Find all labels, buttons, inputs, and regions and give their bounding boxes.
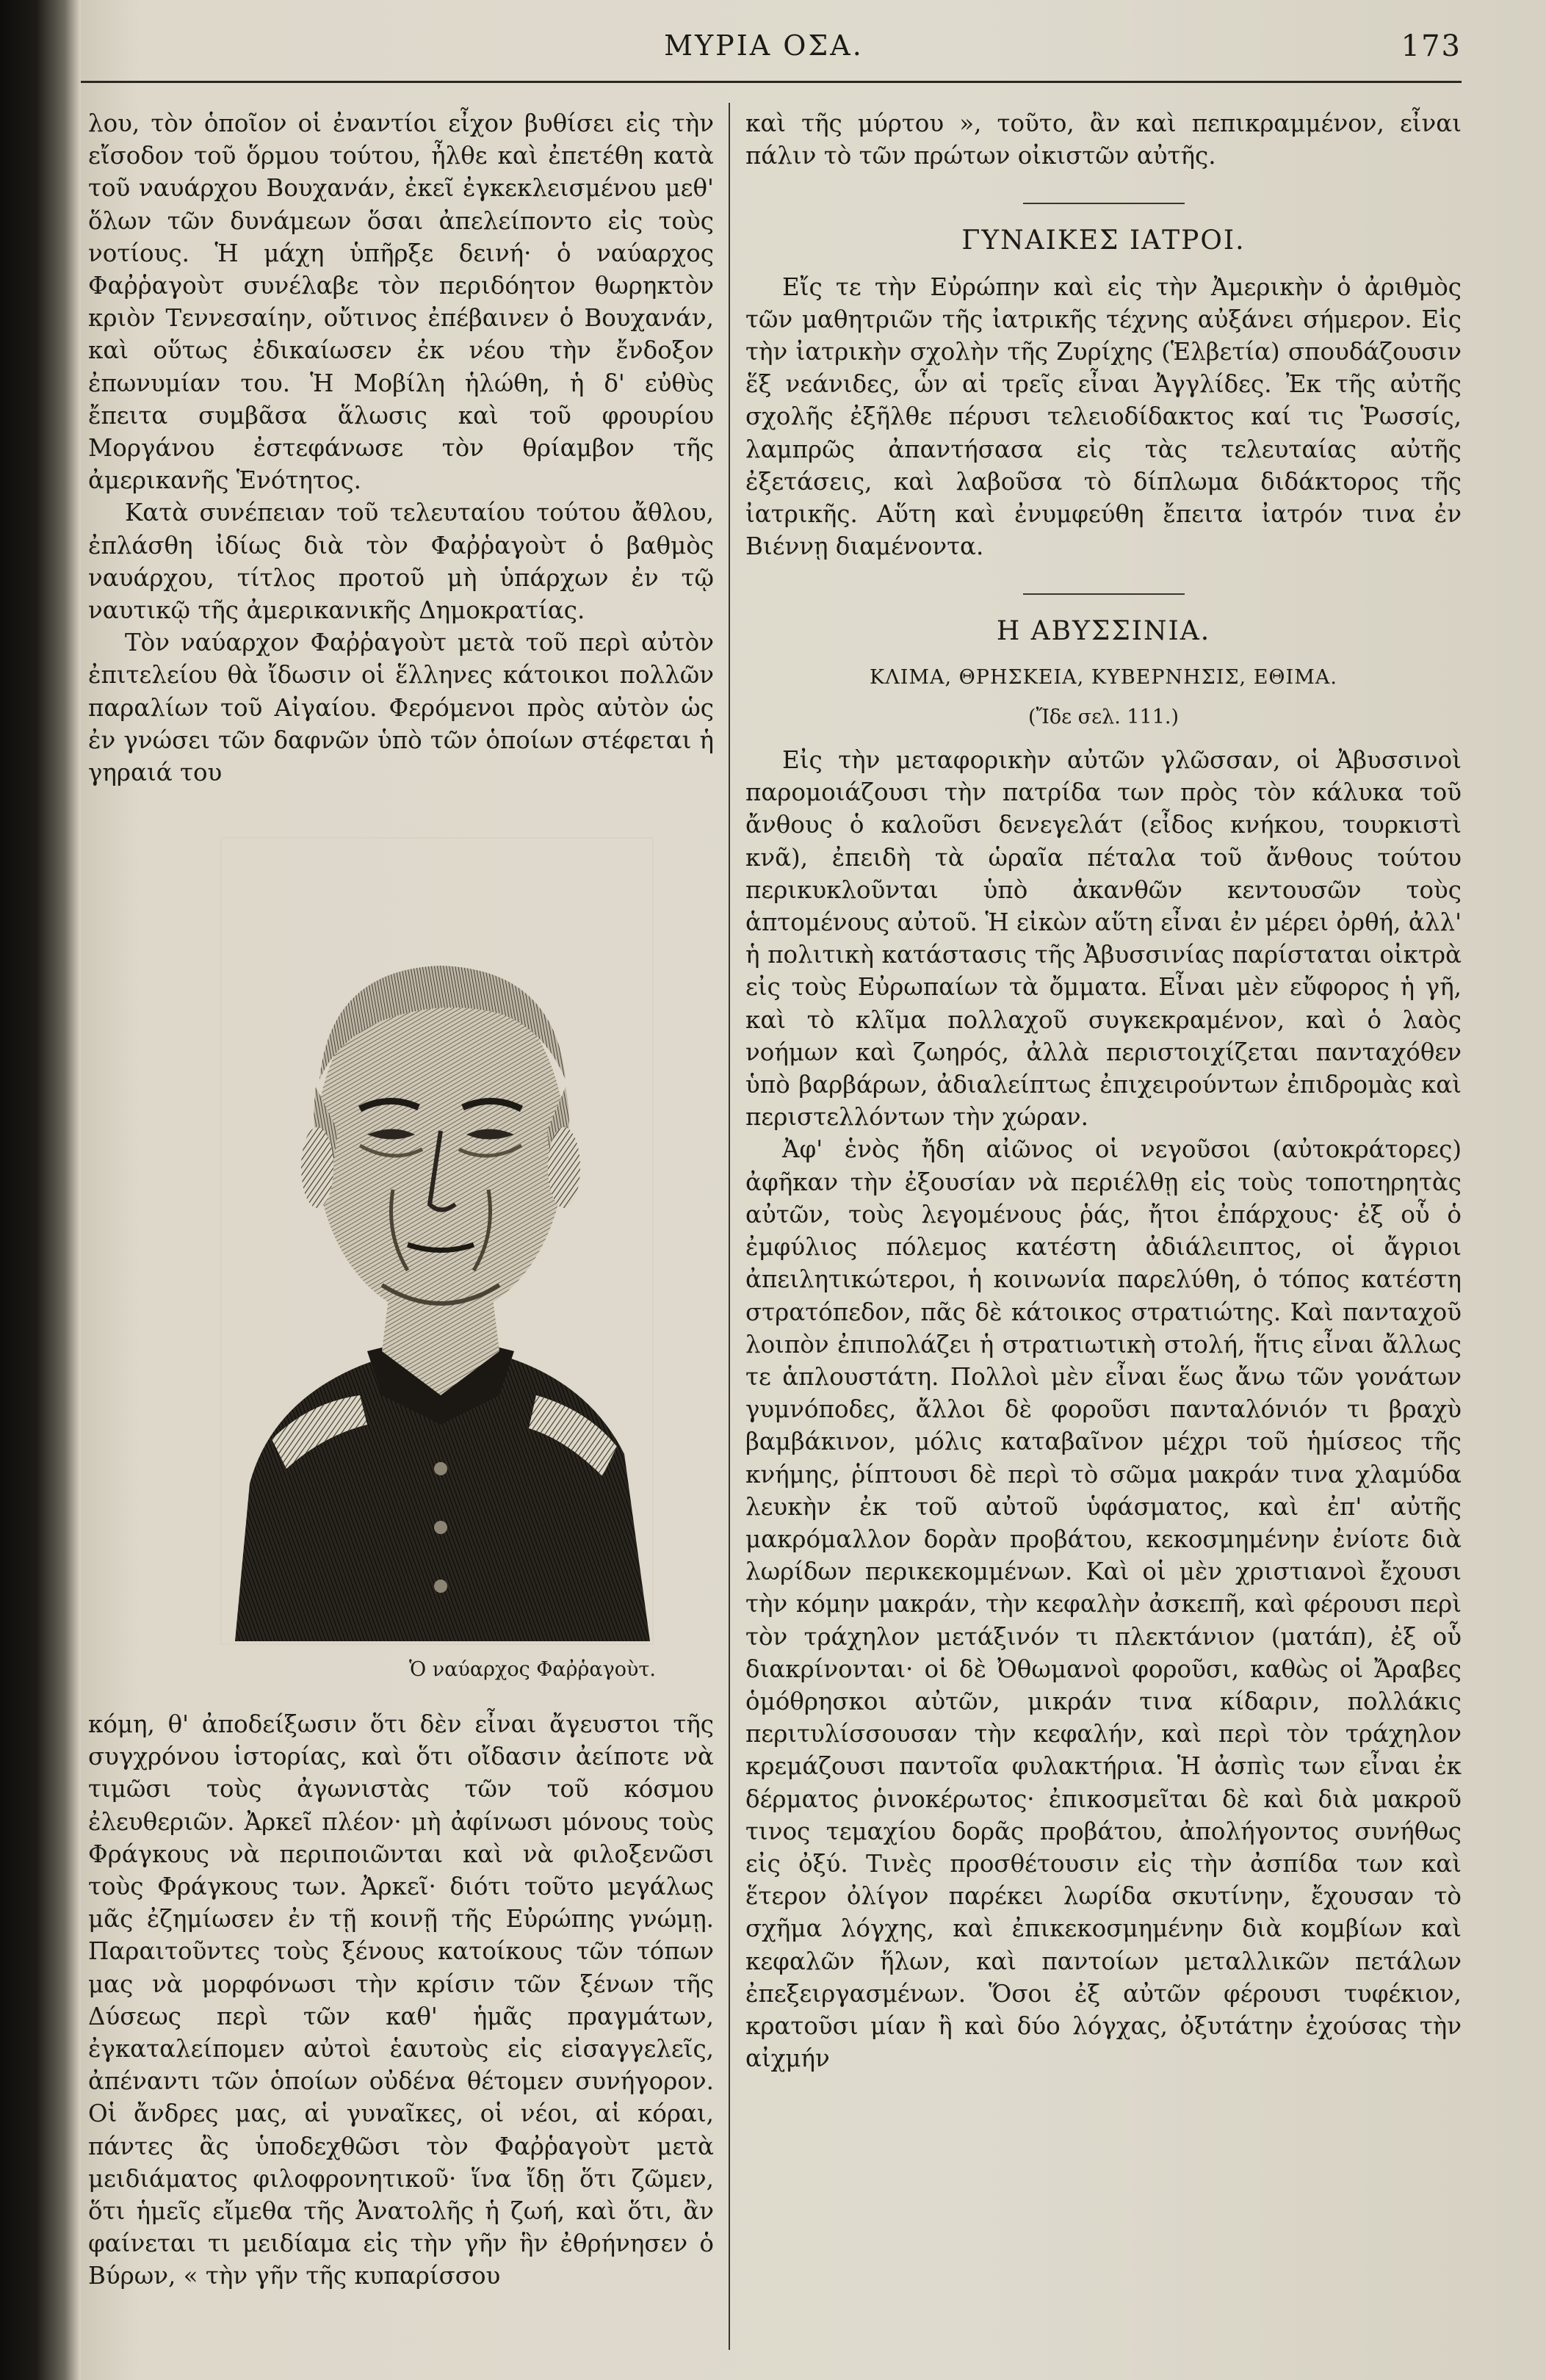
portrait-illustration: [220, 837, 654, 1645]
article-paragraph: Ἀφ' ἑνὸς ἤδη αἰῶνος οἱ νεγοῦσοι (αὐτοκράτορες) ἀφῆκαν τὴν ἐξουσίαν νὰ περιέλθῃ εἰς τοὺς τοποτηρητὰς αὐτῶν, τοὺς λεγομένους ῥάς, ἤτοι ἐπάρχους· ἐξ οὗ ὁ ἐμφύλιος πόλεμος κατέστη ἀδιάλειπτος, οἱ ἄγριοι ἀπειλητικώτεροι, ἡ κοινωνία παρελύθη, ὁ τόπος κατέστη στρατόπεδον, πᾶς δὲ κάτοικος στρατιώτης. Καὶ πανταχοῦ λοιπὸν ἐπιπολάζει ἡ στρατιωτικὴ στολή, ἥτις εἶναι ἄλλως τε ἁπλουστάτη. Πολλοὶ μὲν εἶναι ἕως ἄνω τῶν γονάτων γυμνόποδες, ἄλλοι δὲ φοροῦσι πανταλόνιόν τι βραχὺ βαμβάκινον, μόλις καταβαῖνον μέχρι τοῦ ἡμίσεος τῆς κνήμης, ῥίπτουσι δὲ περὶ τὸ σῶμα μακράν τινα χλαμύδα λευκὴν ἐκ τοῦ αὐτοῦ ὑφάσματος, καὶ ἐπ' αὐτῆς μακρόμαλλον δορὰν προβάτου, κεκοσμημένην ἐνίοτε διὰ λωρίδων περικεκομμένων. Καὶ οἱ μὲν χριστιανοὶ ἔχουσι τὴν κόμην μακράν, τὴν κεφαλὴν ἀσκεπῆ, καὶ φέρουσι περὶ τὸν τράχηλον μετάξινόν τι πλεκτάνιον (ματάπ), ἐξ οὗ διακρίνονται· οἱ δὲ Ὀθωμανοὶ φοροῦσι, καθὼς οἱ Ἄραβες ὁμόθρησκοι αὐτῶν, μικράν τινα κίδαριν, πολλάκις περιτυλίσσουσαν τὴν κεφαλήν, καὶ περὶ τὸν τράχηλον κρεμάζουσι παντοῖα φυλακτήρια. Ἡ ἀσπὶς των εἶναι ἐκ δέρματος ῥινοκέρωτος· ἐπικοσμεῖται δὲ καὶ διὰ μακροῦ τινος τεμαχίου δορᾶς προβάτου, ἀπολήγοντος συνήθως εἰς ὀξύ. Τινὲς προσθέτουσιν εἰς τὴν ἀσπίδα των καὶ ἕτερον ὀλίγον παρέκει λωρίδα σκυτίνην, ἔχουσαν τὸ σχῆμα λόγχης, καὶ ἐπικεκοσμημένην διὰ κομβίων καὶ κεφαλῶν ἥλων, καὶ παντοίων μεταλλικῶν πετάλων ἐπεξειργασμένων. Ὅσοι ἐξ αὐτῶν φέρουσι τυφέκιον, κρατοῦσι μίαν ἢ καὶ δύο λόγχας, ὀξυτάτην ἐχούσας τὴν αἰχμήν: [745, 1135, 1462, 2073]
page-number: 173: [1401, 29, 1462, 63]
article-paragraph: Εἴς τε τὴν Εὐρώπην καὶ εἰς τὴν Ἀμερικὴν ὁ ἀριθμὸς τῶν μαθητριῶν τῆς ἰατρικῆς τέχνης αὐξάνει σήμερον. Εἰς τὴν ἰατρικὴν σχολὴν τῆς Ζυρίχης (Ἑλβετία) σπουδάζουσιν ἕξ νεάνιδες, ὧν αἱ τρεῖς εἶναι Ἀγγλίδες. Ἐκ τῆς αὐτῆς σχολῆς ἐξῆλθε πέρυσι τελειοδίδακτος καί τις Ῥωσσίς, λαμπρῶς ἀπαντήσασα εἰς τὰς τελευταίας αὐτῆς ἐξετάσεις, καὶ λαβοῦσα τὸ δίπλωμα διδάκτορος τῆς ἰατρικῆς. Αὕτη καὶ ἐνυμφεύθη ἔπειτα ἰατρόν τινα ἐν Βιέννῃ διαμένοντα.: [745, 272, 1462, 561]
article-paragraph: Εἰς τὴν μεταφορικὴν αὐτῶν γλῶσσαν, οἱ Ἀβυσσινοὶ παρομοιάζουσι τὴν πατρίδα των πρὸς τὸν κάλυκα τοῦ ἄνθους ὁ καλοῦσι δενεγελάτ (εἶδος κνήκου, τουρκιστὶ κνᾶ), ἐπειδὴ τὰ ὡραῖα πέταλα τοῦ ἄνθους τούτου περικυκλοῦνται ὑπὸ ἀκανθῶν κεντουσῶν τοὺς ἁπτομένους αὐτοῦ. Ἡ εἰκὼν αὕτη εἶναι ἐν μέρει ὀρθή, ἀλλ' ἡ πολιτικὴ κατάστασις τῆς Ἀβυσσινίας παρίσταται οἰκτρὰ εἰς τοὺς Εὐρωπαίων τὰ ὄμματα. Εἶναι μὲν εὔφορος ἡ γῆ, καὶ τὸ κλῖμα πολλαχοῦ συγκεκραμένον, καὶ ὁ λαὸς νοήμων καὶ ζωηρός, ἀλλὰ περιστοιχίζεται πανταχόθεν ὑπὸ βαρβάρων, ἀδιαλείπτως ἐπιχειρούντων ἐπιδρομὰς καὶ περιστελλόντων τὴν χώραν.: [745, 746, 1462, 1132]
article-paragraph: καὶ τῆς μύρτου », τοῦτο, ἂν καὶ πεπικραμμένον, εἶναι πάλιν τὸ τῶν πρώτων οἰκιστῶν αὐτῆς.: [745, 109, 1462, 170]
portrait-engraving: [220, 837, 654, 1645]
portrait-caption: Ὁ ναύαρχος Φαῤῥαγοὺτ.: [409, 1658, 656, 1681]
page-reference: (Ἴδε σελ. 111.): [1027, 705, 1180, 728]
section-title-women-doctors: ΓΥΝΑΙΚΕΣ ΙΑΤΡΟΙ.: [961, 225, 1246, 256]
right-column: [745, 107, 1462, 2075]
article-paragraph: κόμη, θ' ἀποδείξωσιν ὅτι δὲν εἶναι ἄγευστοι τῆς συγχρόνου ἱστορίας, καὶ ὅτι οἴδασιν ἀείποτε νὰ τιμῶσι τοὺς ἀγωνιστὰς τῶν τοῦ κόσμου ἐλευθεριῶν. Ἀρκεῖ πλέον· μὴ ἀφίνωσι μόνους τοὺς Φράγκους νὰ περιποιῶνται καὶ νὰ φιλοξενῶσι τοὺς Φράγκους των. Ἀρκεῖ· διότι τοῦτο μεγάλως μᾶς ἐζημίωσεν ἐν τῇ κοινῇ τῆς Εὐρώπης γνώμῃ. Παραιτοῦντες τοὺς ξένους κατοίκους τῶν τόπων μας νὰ μορφόνωσι τὴν κρίσιν τῶν ξένων τῆς Δύσεως περὶ τῶν καθ' ἡμᾶς πραγμάτων, ἐγκαταλείπομεν αὐτοὶ ἑαυτοὺς εἰς εἰσαγγελεῖς, ἀπέναντι τῶν ὁποίων οὐδένα θέτομεν συνήγορον. Οἱ ἄνδρες μας, αἱ γυναῖκες, οἱ νέοι, αἱ κόραι, πάντες ἂς ὑποδεχθῶσι τὸν Φαῤῥαγοὺτ μετὰ μειδιάματος φιλοφρονητικοῦ· ἵνα ἴδῃ ὅτι ζῶμεν, ὅτι ἡμεῖς εἴμεθα τῆς Ἀνατολῆς ἡ ζωή, καὶ ὅτι, ἂν φαίνεται τι μειδίαμα εἰς τὴν γῆν ἣν ἐθρήνησεν ὁ Βύρων, « τὴν γῆν τῆς κυπαρίσσου: [88, 1710, 714, 2290]
left-column-top-text: [88, 107, 714, 789]
column-divider: [729, 103, 730, 2350]
magazine-page: [81, 0, 1546, 2380]
section-title-abyssinia: Η ΑΒΥΣΣΙΝΙΑ.: [996, 616, 1211, 647]
article-paragraph: Κατὰ συνέπειαν τοῦ τελευταίου τούτου ἄθλου, ἐπλάσθη ἰδίως διὰ τὸν Φαῤῥαγοὺτ ὁ βαθμὸς ναυάρχου, τίτλος προτοῦ μὴ ὑπάρχων ἐν τῷ ναυτικῷ τῆς ἀμερικανικῆς Δημοκρατίας.: [88, 499, 714, 625]
section-divider: [1023, 593, 1185, 595]
article-paragraph: λου, τὸν ὁποῖον οἱ ἐναντίοι εἶχον βυθίσει εἰς τὴν εἴσοδον τοῦ ὅρμου τούτου, ἦλθε καὶ ἐπετέθη κατὰ τοῦ ναυάρχου Βουχανάν, ἐκεῖ ἐγκεκλεισμένου μεθ' ὅλων τῶν δυνάμεων ὅσαι ἀπελείποντο εἰς τοὺς νοτίους. Ἡ μάχη ὑπῆρξε δεινή· ὁ ναύαρχος Φαῤῥαγοὺτ συνέλαβε τὸν περιδόητον θωρηκτὸν κριὸν Τεννεσαίην, οὔτινος ἐπέβαινεν ὁ Βουχανάν, καὶ οὕτως ἐδικαίωσεν ἐκ νέου τὴν ἔνδοξον ἐπωνυμίαν του. Ἡ Μοβίλη ἡλώθη, ἡ δ' εὐθὺς ἔπειτα συμβᾶσα ἅλωσις καὶ τοῦ φρουρίου Μοργάνου ἐστεφάνωσε τὸν θρίαμβον τῆς ἀμερικανῆς Ἑνότητος.: [88, 109, 714, 495]
section-subtitle: ΚΛΙΜΑ, ΘΡΗΣΚΕΙΑ, ΚΥΒΕΡΝΗΣΙΣ, ΕΘΙΜΑ.: [870, 665, 1337, 689]
left-column-bottom-text: [88, 1708, 714, 2293]
running-title: ΜΥΡΙΑ ΟΣΑ.: [664, 29, 864, 62]
section-divider: [1023, 203, 1185, 204]
header-rule: [81, 81, 1462, 83]
article-paragraph: Τὸν ναύαρχον Φαῤῥαγοὺτ μετὰ τοῦ περὶ αὐτὸν ἐπιτελείου θὰ ἴδωσιν οἱ ἕλληνες κάτοικοι πολλῶν παραλίων τοῦ Αἰγαίου. Φερόμενοι πρὸς αὐτὸν ὡς ἐν γνώσει τῶν δαφνῶν ὑπὸ τῶν ὁποίων στέφεται ἡ γηραιά του: [88, 629, 714, 787]
book-spine-shadow: [0, 0, 81, 2380]
page-header: [81, 29, 1462, 81]
